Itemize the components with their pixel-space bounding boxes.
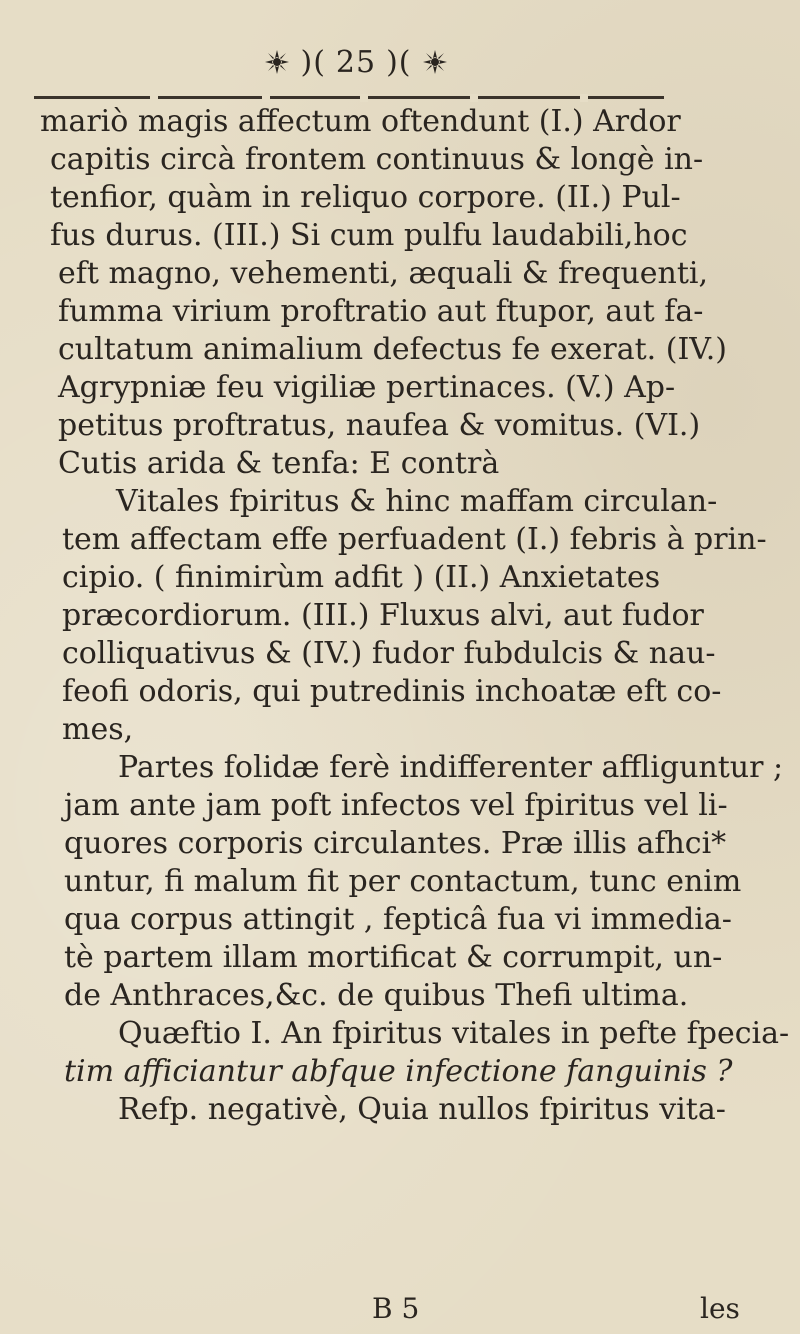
text-line: de Anthraces,&c. de quibus Thefi ultima.: [64, 978, 689, 1013]
text-line: Partes folidæ ferè indifferenter affliguntur ;: [118, 750, 784, 785]
signature-mark: B 5: [372, 1292, 420, 1325]
text-line: jam ante jam poft infectos vel fpiritus vel li-: [64, 788, 728, 823]
text-line: colliquativus & (IV.) fudor fubdulcis & nau-: [62, 636, 716, 671]
right-fleuron-icon: [422, 49, 448, 75]
text-line: quores corporis circulantes. Præ illis afhci*: [64, 826, 727, 861]
rule-gap: [262, 94, 270, 102]
text-line: Cutis arida & tenfa: E contrà: [58, 446, 500, 481]
text-line: Refp. negativè, Quia nullos fpiritus vita-: [118, 1092, 726, 1127]
header-rule: [34, 96, 664, 99]
text-line: tem affectam effe perfuadent (I.) febris à prin-: [62, 522, 767, 557]
rule-gap: [580, 94, 588, 102]
text-line: Agrypniæ feu vigiliæ pertinaces. (V.) Ap-: [58, 370, 676, 405]
text-line: untur, fi malum fit per contactum, tunc enim: [64, 864, 742, 899]
text-line: fumma virium proftratio aut ftupor, aut fa-: [58, 294, 704, 329]
text-line: Vitales fpiritus & hinc maffam circulan-: [116, 484, 718, 519]
catchword: les: [700, 1292, 740, 1325]
page-number: 25: [335, 44, 377, 80]
rule-gap: [150, 94, 158, 102]
text-line: qua corpus attingit , fepticâ fua vi immedia-: [64, 902, 732, 937]
text-line: mariò magis affectum oftendunt (I.) Ardor: [40, 104, 681, 139]
text-line: tenfior, quàm in reliquo corpore. (II.) Pul-: [50, 180, 681, 215]
page-number-open-bracket: )(: [300, 44, 326, 80]
running-header: [226, 40, 486, 84]
text-line: tè partem illam mortificat & corrumpit, un-: [64, 940, 723, 975]
rule-gap: [470, 94, 478, 102]
text-line: fus durus. (III.) Si cum pulfu laudabili,hoc: [50, 218, 688, 253]
text-line: capitis circà frontem continuus & longè in-: [50, 142, 704, 177]
text-line: eft magno, vehementi, æquali & frequenti,: [58, 256, 709, 291]
text-line: feofi odoris, qui putredinis inchoatæ eft co-: [62, 674, 722, 709]
text-line: mes,: [62, 712, 134, 747]
text-line: tim afficiantur abfque infectione fanguinis ?: [64, 1054, 733, 1089]
text-line: cipio. ( finimirùm adfit ) (II.) Anxietates: [62, 560, 661, 595]
text-line: cultatum animalium defectus fe exerat. (IV.): [58, 332, 727, 367]
page-number-close-bracket: )(: [386, 44, 412, 80]
text-line: præcordiorum. (III.) Fluxus alvi, aut fudor: [62, 598, 704, 633]
text-line: Quæftio I. An fpiritus vitales in pefte fpecia-: [118, 1016, 790, 1051]
rule-gap: [360, 94, 368, 102]
left-fleuron-icon: [264, 49, 290, 75]
text-line: petitus proftratus, naufea & vomitus. (VI.): [58, 408, 701, 443]
